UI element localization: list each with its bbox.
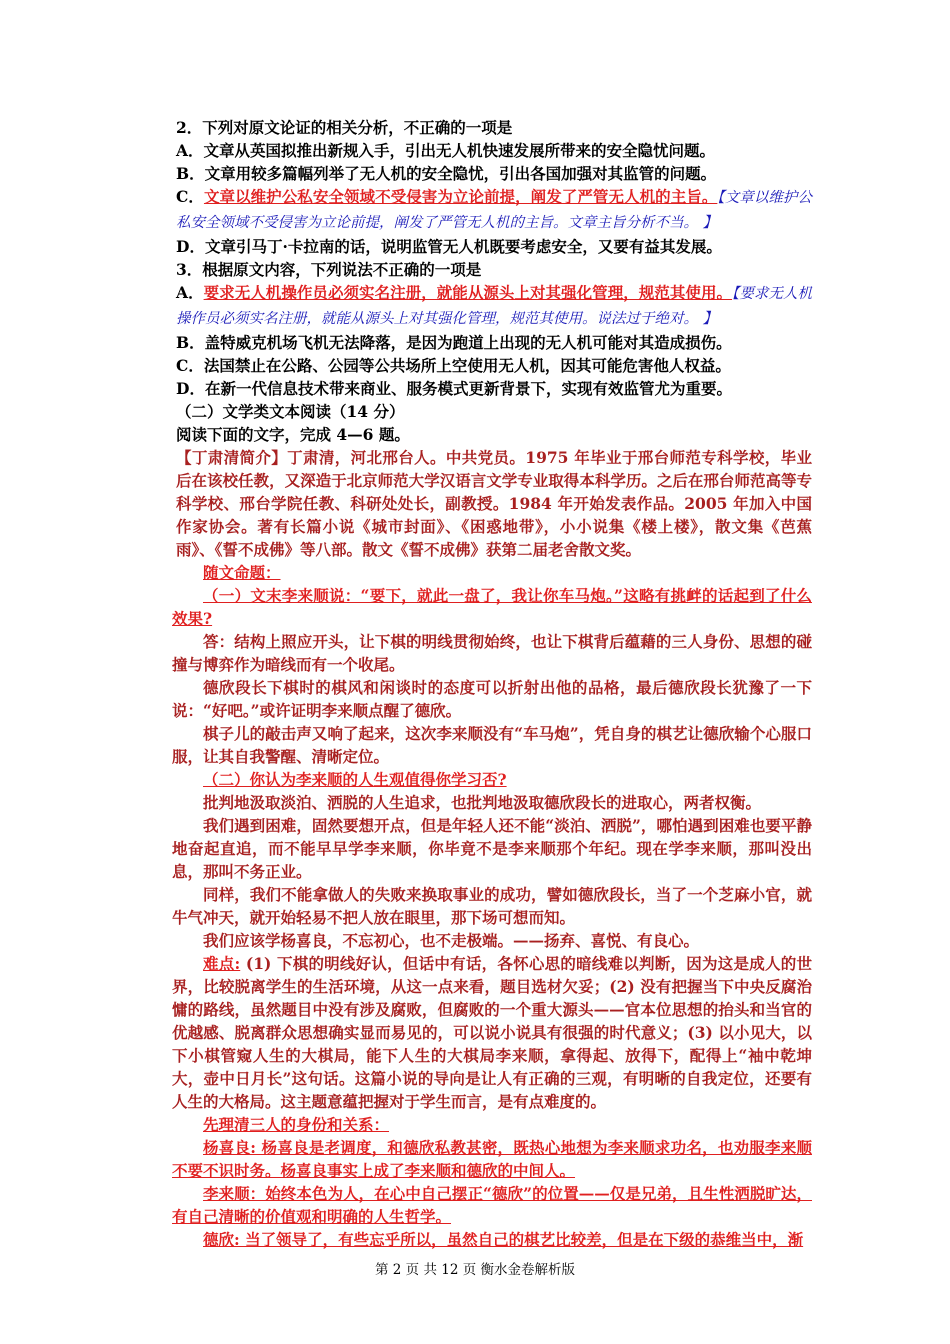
answer-7: 我们应该学杨喜良，不忘初心，也不走极端。——扬弃、喜悦、有良心。 (203, 931, 700, 950)
q3-option-b: B．盖特威克机场飞机无法降落，是因为跑道上出现的无人机可能对其造成损伤。 (176, 333, 732, 352)
q3-option-c: C．法国禁止在公路、公园等公共场所上空使用无人机，因其可能危害他人权益。 (176, 356, 731, 375)
q2-option-c (172, 185, 812, 235)
q3-option-a (172, 281, 812, 331)
answer-3: 棋子儿的敲击声又响了起来，这次李来顺没有“车马炮”，凭自身的棋艺让德欣输个心服口服，让其自我警醒、清晰定位。 (172, 724, 812, 766)
suiwen-label: 随文命题： (203, 563, 281, 582)
q3-option-a-prefix: A． (176, 283, 204, 302)
q2-option-c-prefix: C． (176, 187, 204, 206)
q2-option-a: A．文章从英国拟推出新规入手，引出无人机快速发展所带来的安全隐忧问题。 (176, 141, 716, 160)
page-content (172, 116, 812, 1251)
relation-yang: 杨喜良: 杨喜良是老调度，和德欣私教甚密，既热心地想为李来顺求功名，也劝服李来顺不要不识时务。杨喜良事实上成了李来顺和德欣的中间人。 (172, 1138, 812, 1180)
relation-li: 李来顺：始终本色为人，在心中自己摆正“德欣”的位置——仅是兄弟，且生性洒脱旷达，有自己清晰的价值观和明确的人生哲学。 (172, 1184, 812, 1226)
question-one: （一）文末李来顺说：“要下，就此一盘了，我让你车马炮。”这略有挑衅的话起到了什么效果? (172, 586, 812, 628)
answer-4: 批判地汲取淡泊、洒脱的人生追求，也批判地汲取德欣段长的进取心，两者权衡。 (203, 793, 762, 812)
relation-de: 德欣: 当了领导了，有些忘乎所以，虽然自己的棋艺比较差，但是在下级的恭维当中，渐 (203, 1230, 804, 1249)
q3-option-d: D．在新一代信息技术带来商业、服务模式更新背景下，实现有效监管尤为重要。 (176, 379, 732, 398)
page-footer: 第 2 页 共 12 页 衡水金卷解析版 (374, 1262, 575, 1278)
difficulty-paragraph (172, 952, 812, 1113)
q2-option-d: D．文章引马丁·卡拉南的话，说明监管无人机既要考虑安全，又要有益其发展。 (176, 237, 722, 256)
relations-label: 先理清三人的身份和关系： (203, 1115, 390, 1134)
q2-option-c-text: 文章以维护公私安全领域不受侵害为立论前提，阐发了严管无人机的主旨。 (203, 187, 718, 206)
answer-1: 答：结构上照应开头，让下棋的明线贯彻始终，也让下棋背后蕴藉的三人身份、思想的碰撞与博弈作为暗线而有一个收尾。 (172, 632, 812, 674)
answer-5: 我们遇到困难，固然要想开点，但是年轻人还不能“淡泊、洒脱”，哪怕遇到困难也要平静地奋起直追，而不能早早学李来顺，你毕竟不是李来顺那个年纪。现在学李来顺，那叫没出息，那叫不务正业。 (172, 816, 812, 881)
q2-option-c-note: 【文章以维护公私安全领域不受侵害为立论前提，阐发了严管无人机的主旨。文章主旨分析不当。 】 (176, 190, 812, 231)
difficulty-text: (1) 下棋的明线好认，但话中有话，各怀心思的暗线难以判断，因为这是成人的世界，比较脱离学生的生活环境，从这一点来看，题目选材欠妥；(2) 没有把握当下中央反腐治慵的路线，虽然题目中没有涉及腐败，但腐败的一个重大源头——官本位思想的抬头和当官的优越感、脱离群众思想确实显而易见的，可以说小说具有很强的时代意义；(3) 以小见大，以下小棋管窥人生的大棋局，能下人生的大棋局李来顺，拿得起、放得下，配得上“袖中乾坤大，壶中日月长”这句话。这篇小说的导向是让人有正确的三观，有明晰的自我定位，还要有人生的大格局。这主题意蕴把握对于学生而言，是有点难度的。 (172, 954, 812, 1111)
author-intro: 【丁肃清简介】丁肃清，河北邢台人。中共党员。1975 年毕业于邢台师范专科学校，毕业后在该校任教，又深造于北京师范大学汉语言文学专业取得本科学历。之后在邢台师范高等专科学校、邢台学院任教、科研处处长，副教授。1984 年开始发表作品。2005 年加入中国作家协会。著有长篇小说《城市封面》、《困惑地带》，小小说集《楼上楼》，散文集《芭蕉雨》、《誓不成佛》等八部。散文《誓不成佛》获第二届老舍散文奖。 (176, 448, 812, 559)
answer-2: 德欣段长下棋时的棋风和闲谈时的态度可以折射出他的品格，最后德欣段长犹豫了一下说：“好吧。”或许证明李来顺点醒了德欣。 (172, 678, 812, 720)
answer-6: 同样，我们不能拿做人的失败来换取事业的成功，譬如德欣段长，当了一个芝麻小官，就牛气冲天，就开始轻易不把人放在眼里，那下场可想而知。 (172, 885, 812, 927)
section2-instruction: 阅读下面的文字，完成 4—6 题。 (176, 425, 410, 444)
difficulty-label: 难点: (203, 954, 241, 973)
question-two: （二）你认为李来顺的人生观值得你学习否? (203, 770, 507, 789)
q3-stem: 3．根据原文内容，下列说法不正确的一项是 (176, 260, 482, 279)
q2-stem: 2．下列对原文论证的相关分析，不正确的一项是 (176, 118, 513, 137)
q2-option-b: B．文章用较多篇幅列举了无人机的安全隐忧，引出各国加强对其监管的问题。 (176, 164, 717, 183)
q3-option-a-note: 【要求无人机操作员必须实名注册，就能从源头上对其强化管理，规范其使用。说法过于绝对。 】 (176, 286, 812, 327)
section2-title: （二）文学类文本阅读（14 分） (176, 402, 405, 421)
q3-option-a-text: 要求无人机操作员必须实名注册，就能从源头上对其强化管理，规范其使用。 (203, 283, 733, 302)
